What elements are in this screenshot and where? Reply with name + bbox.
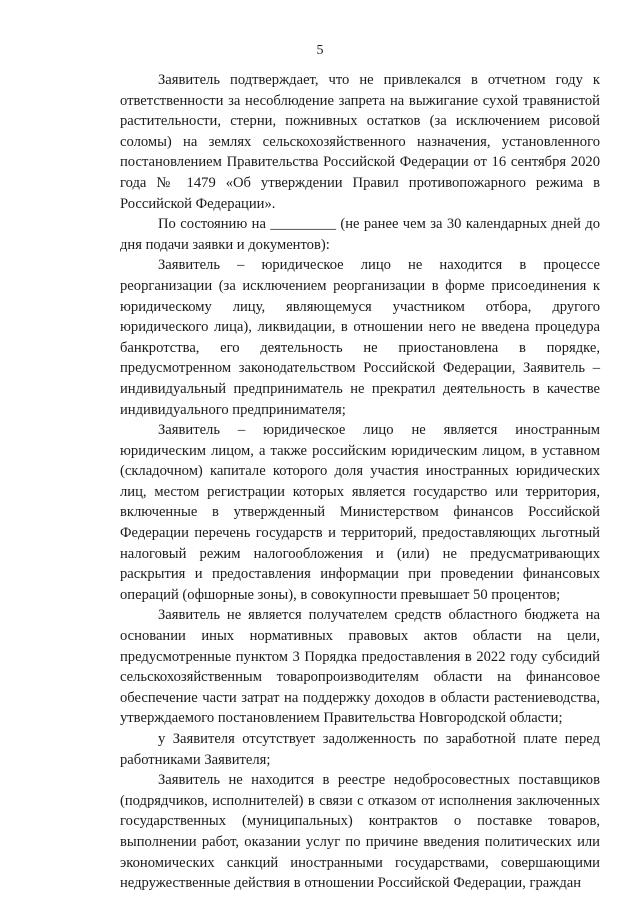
paragraph-not-foreign-entity: Заявитель – юридическое лицо не является иностранным юридическим лицом, а также российским юридическим лицом, в уставном (складочном) капитале которого доля участия иностранных юридических лиц, местом регистрации которых является государство или территория, включенные в утвержденный Министерством финансов Российской Федерации перечень государств и территорий, предоставляющих льготный налоговый режим налогообложения и (или) не предусматривающих раскрытия и предоставления информации при проведении финансовых операций (офшорные зоны), в совокупности превышает 50 процентов;: [120, 422, 600, 603]
page-number: 5: [316, 43, 324, 58]
paragraph-no-reorganization: Заявитель – юридическое лицо не находится в процессе реорганизации (за исключением реорганизации в форме присоединения к юридическому лицу, являющемуся участником отбора, другого юридического лица), ликвидации, в отношении него не введена процедура банкротства, его деятельность не приостановлена в порядке, предусмотренном законодательством Российской Федерации, Заявитель – индивидуальный предприниматель не прекратил деятельность в качестве индивидуального предпринимателя;: [120, 257, 600, 418]
paragraph-no-wage-debt: у Заявителя отсутствует задолженность по заработной плате перед работниками Заявителя;: [120, 731, 600, 768]
paragraph-not-in-unreliable-suppliers-registry: Заявитель не находится в реестре недобросовестных поставщиков (подрядчиков, исполнителей) в связи с отказом от исполнения заключенных государственных (муниципальных) контрактов о поставке товаров, выполнении работ, оказании услуг по причине введения политических или экономических санкций иностранными государствами, совершающими недружественные действия в отношении Российской Федерации, граждан: [120, 772, 600, 892]
document-body: [120, 70, 600, 894]
paragraph-as-of-date: По состоянию на _________ (не ранее чем за 30 календарных дней до дня подачи заявки и документов):: [120, 216, 600, 253]
paragraph-not-budget-recipient: Заявитель не является получателем средств областного бюджета на основании иных нормативных правовых актов области на цели, предусмотренные пунктом 3 Порядка предоставления в 2022 году субсидий сельскохозяйственным товаропроизводителям области на финансовое обеспечение части затрат на поддержку доходов в области растениеводства, утверждаемого постановлением Правительства Новгородской области;: [120, 607, 600, 727]
paragraph-fire-ban-compliance: Заявитель подтверждает, что не привлекался в отчетном году к ответственности за несоблюдение запрета на выжигание сухой травянистой растительности, стерни, пожнивных остатков (за исключением рисовой соломы) на землях сельскохозяйственного назначения, установленного постановлением Правительства Российской Федерации от 16 сентября 2020 года № 1479 «Об утверждении Правил противопожарного режима в Российской Федерации».: [120, 72, 600, 212]
